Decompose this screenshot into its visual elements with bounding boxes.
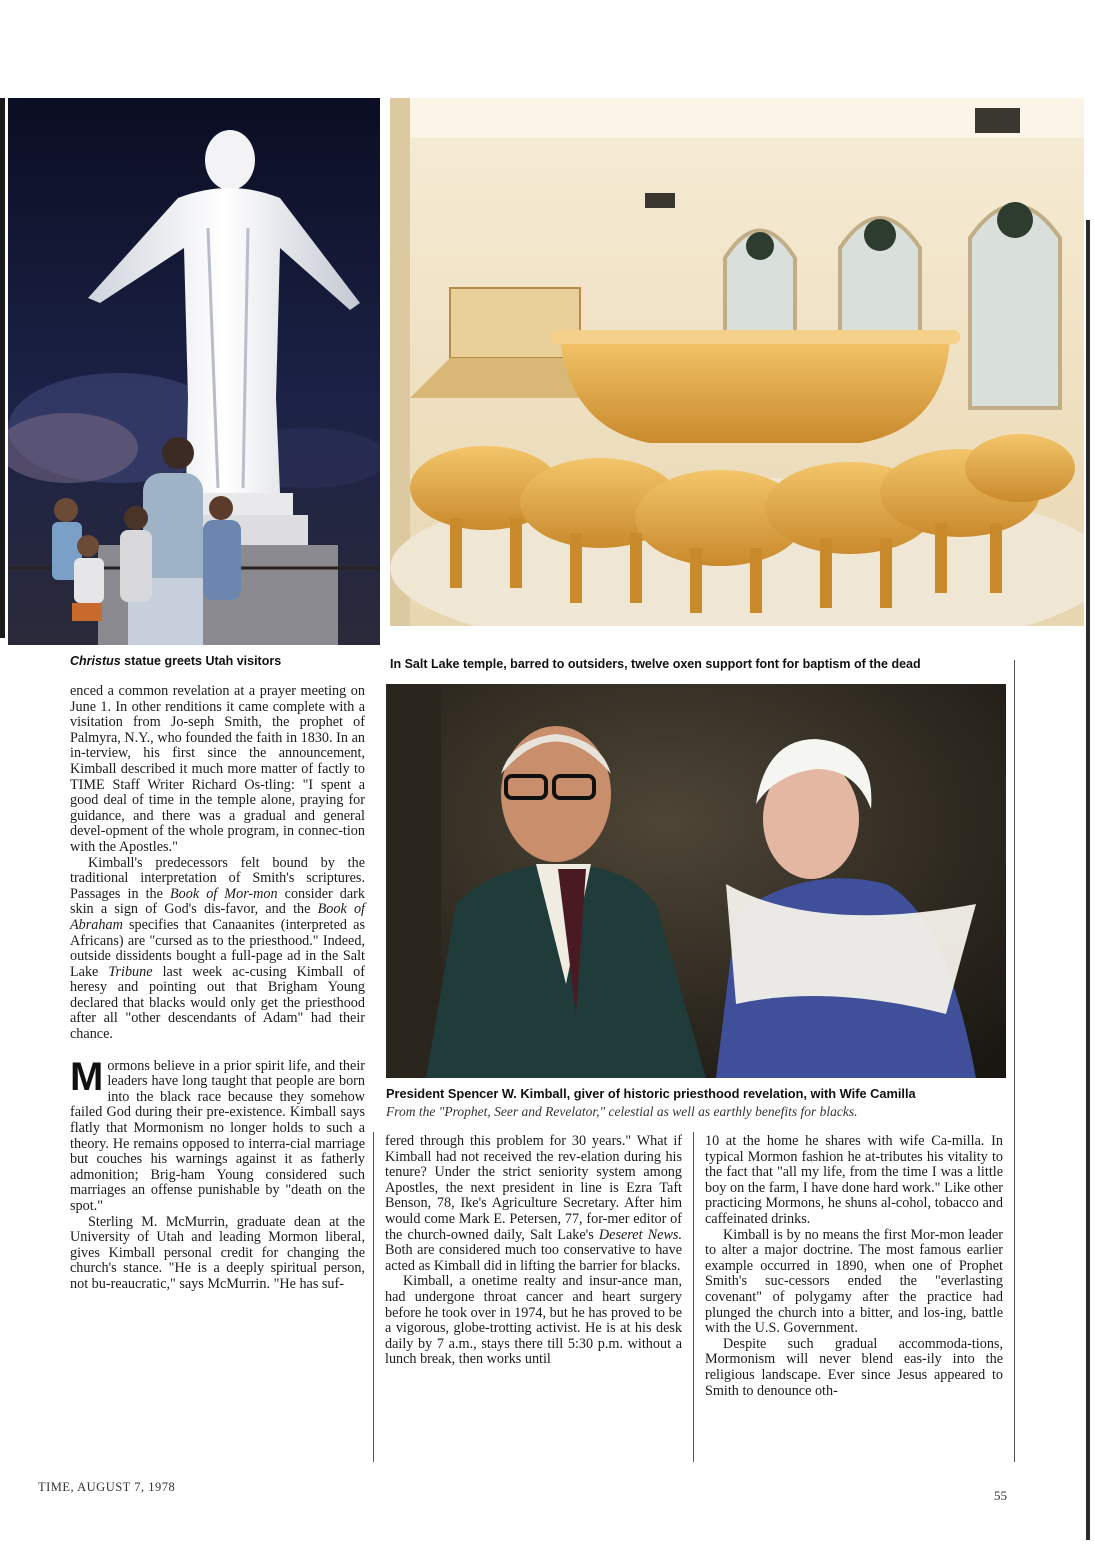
statue-photo-caption [70, 654, 281, 668]
kimball-portrait-illustration [386, 684, 1006, 1078]
col2-paragraph-2: Kimball, a onetime realty and insur-ance man, had undergone throat cancer and heart surgery before he took over in 1974, but he has proved to be a vigorous, globe-trotting activist. He is at his desk daily by 7 a.m., stays there till 5:30 p.m. without a lunch break, then works until [385, 1273, 682, 1368]
column-rule-1 [373, 1132, 374, 1462]
magazine-folio: TIME, AUGUST 7, 1978 [38, 1480, 176, 1494]
page-edge-right [1086, 220, 1090, 1540]
column-rule-3 [1014, 1132, 1015, 1462]
kimball-photo-caption: President Spencer W. Kimball, giver of historic priesthood revelation, with Wife Camilla [386, 1086, 916, 1101]
statue-caption-text: statue greets Utah visitors [120, 654, 282, 668]
col1-paragraph-4: Sterling M. McMurrin, graduate dean at the University of Utah and leading Mormon liberal, gives Kimball personal credit for changing the church's stance. "He is a deeply spiritual person, not bu-reaucratic," says McMurrin. "He has suf- [70, 1213, 365, 1292]
col3-paragraph-3: Despite such gradual accommoda-tions, Mormonism will never blend eas-ily into the religious landscape. Ever since Jesus appeared to Smith to denounce oth- [705, 1335, 1003, 1399]
drop-cap: M [70, 1054, 104, 1099]
temple-font-illustration [390, 98, 1084, 626]
page-edge-left [0, 98, 5, 638]
article-column-3 [705, 1134, 1003, 1399]
christus-statue-illustration [8, 98, 380, 645]
temple-font-photo [390, 98, 1084, 626]
col2-paragraph-1: fered through this problem for 30 years." What if Kimball had not received the rev-elation during his tenure? Under the strict seniority system among Apostles, the next president in line is Ezra Taft Benson, 78, Ike's Agriculture Secretary. After him would come Mark E. Petersen, 77, for-mer editor of the church-owned daily, Salt Lake's Deseret News. Both are considered much too conservative to have acted as Kimball did in lifting the barrier for blacks. [385, 1133, 682, 1274]
page-number: 55 [994, 1488, 1007, 1503]
column-rule-2 [693, 1132, 694, 1462]
article-column-1 [70, 684, 365, 1293]
statue-caption-emphasis: Christus [70, 654, 121, 668]
article-column-2 [385, 1134, 682, 1368]
temple-photo-caption: In Salt Lake temple, barred to outsiders, twelve oxen support font for baptism of the dead [390, 657, 921, 671]
column-rule-photo [1014, 660, 1015, 1132]
col1-paragraph-1: enced a common revelation at a prayer meeting on June 1. In other renditions it came complete with a visitation from Jo-seph Smith, the prophet of Palmyra, N.Y., who founded the faith in 1830. In an in-terview, his first since the announcement, Kimball described it much more matter of factly to TIME Staff Writer Richard Os-tling: "I spent a good deal of time in the temple alone, praying for guidance, and there was a gradual and general devel-opment of the whole program, in connec-tion with the Apostles." [70, 683, 365, 855]
col3-paragraph-1: 10 at the home he shares with wife Ca-milla. In typical Mormon fashion he at-tributes his vitality to the fact that "all my life, from the time I was a little boy on the farm, I have done hard work." Like other practicing Mormons, he shuns al-cohol, tobacco and caffeinated drinks. [705, 1133, 1003, 1227]
kimball-photo-credit: From the "Prophet, Seer and Revelator," celestial as well as earthly benefits for blacks. [386, 1104, 858, 1119]
christus-statue-photo [8, 98, 380, 645]
kimball-portrait-photo [386, 684, 1006, 1078]
col1-paragraph-2: Kimball's predecessors felt bound by the traditional interpretation of Smith's scriptures. Passages in the Book of Mor-mon consider dark skin a sign of God's dis-favor, and the Book of Abraham specifies that Canaanites (interpreted as Africans) are "cursed as to the priesthood." Indeed, outside dissidents bought a full-page ad in the Salt Lake Tribune last week ac-cusing Kimball of heresy and pointing out that Brigham Young declared that blacks would only get the priesthood after all "other descendants of Adam" had their chance. [70, 854, 366, 1043]
col3-paragraph-2: Kimball is by no means the first Mor-mon leader to alter a major doctrine. The most famous earlier example occurred in 1890, when one of Prophet Smith's suc-cessors ended the "everlasting covenant" of polygamy after the practice had plunged the church into a bitter, and los-ing, battle with the U.S. Government. [705, 1226, 1003, 1337]
col1-paragraph-3: Mormons believe in a prior spirit life, and their leaders have long taught that people are born into the black race because they somehow failed God during their pre-existence. Kimball says flatly that Mormonism no longer holds to such a theory. He remains opposed to interra-cial marriage but couches his warnings against it as fatherly admonition; Brig-ham Young considered such marriages an offense punishable by "death on the spot." [70, 1054, 365, 1214]
